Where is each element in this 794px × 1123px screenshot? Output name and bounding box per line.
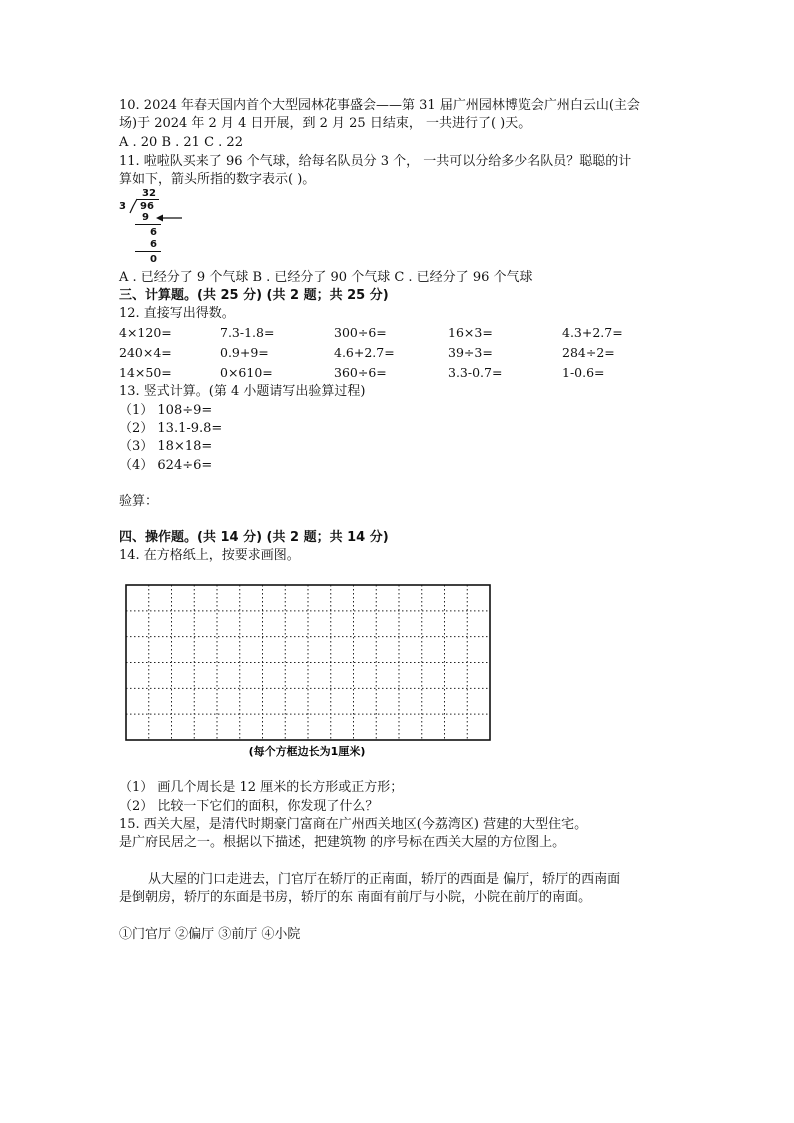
division-step2: 6 [150, 227, 157, 238]
calc-cell: 7.3-1.8= [220, 325, 275, 340]
section4-title: 四、操作题。(共 14 分) (共 2 题；共 14 分) [119, 530, 389, 545]
q10-line1: 10. 2024 年春天国内首个大型园林花事盛会——第 31 届广州园林博览会广州白云山(主会 [119, 98, 640, 113]
division-step1: 9 [142, 212, 149, 223]
q14-sub1: （1） 画几个周长是 12 厘米的长方形或正方形； [119, 780, 404, 795]
calc-cell: 4.6+2.7= [334, 345, 395, 360]
q10-line2: 场)于 2024 年 2 月 4 日开展，到 2 月 25 日结束， 一共进行了( )天。 [119, 116, 532, 131]
arrow-left-icon [155, 213, 183, 223]
q14-title: 14. 在方格纸上，按要求画图。 [119, 548, 300, 563]
division-quotient: 32 [142, 188, 156, 199]
long-division-figure [115, 186, 195, 268]
grid-caption: (每个方框边长为1厘米) [248, 745, 366, 758]
q13-item: （3） 18×18= [119, 439, 213, 454]
q13-check-label: 验算： [119, 494, 159, 509]
calc-cell: 360÷6= [334, 365, 387, 380]
section3-title: 三、计算题。(共 25 分) (共 2 题；共 25 分) [119, 288, 389, 303]
q15-options: ①门官厅 ②偏厅 ③前厅 ④小院 [119, 927, 301, 942]
q15-para2: 是倒朝房，轿厅的东面是书房，轿厅的东 南面有前厅与小院，小院在前厅的南面。 [119, 890, 592, 905]
division-rule-2 [135, 251, 161, 252]
q11-line2: 算如下，箭头所指的数字表示( )。 [119, 172, 316, 187]
calc-cell: 1-0.6= [562, 365, 605, 380]
q15-line1: 15. 西关大屋，是清代时期豪门富商在广州西关地区(今荔湾区) 营建的大型住宅。 [119, 817, 588, 832]
division-remainder: 0 [150, 254, 157, 265]
calc-cell: 240×4= [119, 345, 172, 360]
q13-item: （1） 108÷9= [119, 403, 213, 418]
calc-cell: 284÷2= [562, 345, 615, 360]
division-bar [137, 199, 159, 200]
q10-options: A . 20 B . 21 C . 22 [119, 135, 243, 150]
calc-cell: 0.9+9= [220, 345, 269, 360]
q15-para1: 从大屋的门口走进去，门官厅在轿厅的正南面，轿厅的西面是 偏厅，轿厅的西南面 [148, 872, 621, 887]
division-rule-1 [135, 224, 161, 225]
calc-cell: 300÷6= [334, 325, 387, 340]
grid-paper[interactable] [125, 584, 493, 761]
division-dividend: 96 [140, 201, 154, 212]
q12-title: 12. 直接写出得数。 [119, 306, 235, 321]
calc-cell: 4.3+2.7= [562, 325, 623, 340]
division-step3: 6 [150, 239, 157, 250]
q14-sub2: （2） 比较一下它们的面积，你发现了什么？ [119, 799, 379, 814]
q13-item: （2） 13.1-9.8= [119, 421, 223, 436]
calc-cell: 16×3= [448, 325, 493, 340]
calc-cell: 0×610= [220, 365, 273, 380]
calc-cell: 3.3-0.7= [448, 365, 503, 380]
q15-line2: 是广府民居之一。根据以下描述，把建筑物 的序号标在西关大屋的方位图上。 [119, 835, 566, 850]
calc-cell: 4×120= [119, 325, 172, 340]
q13-item: （4） 624÷6= [119, 458, 213, 473]
division-divisor: 3 [119, 201, 126, 212]
q11-options: A . 已经分了 9 个气球 B . 已经分了 90 个气球 C . 已经分了 96 个气球 [119, 270, 533, 285]
grid-dotted-lines [126, 585, 490, 740]
calc-cell: 14×50= [119, 365, 172, 380]
calc-cell: 39÷3= [448, 345, 493, 360]
division-bracket [129, 198, 139, 214]
q11-line1: 11. 啦啦队买来了 96 个气球，给每名队员分 3 个， 一共可以分给多少名队员？聪聪的计 [119, 154, 632, 169]
q13-title: 13. 竖式计算。(第 4 小题请写出验算过程) [119, 384, 366, 399]
